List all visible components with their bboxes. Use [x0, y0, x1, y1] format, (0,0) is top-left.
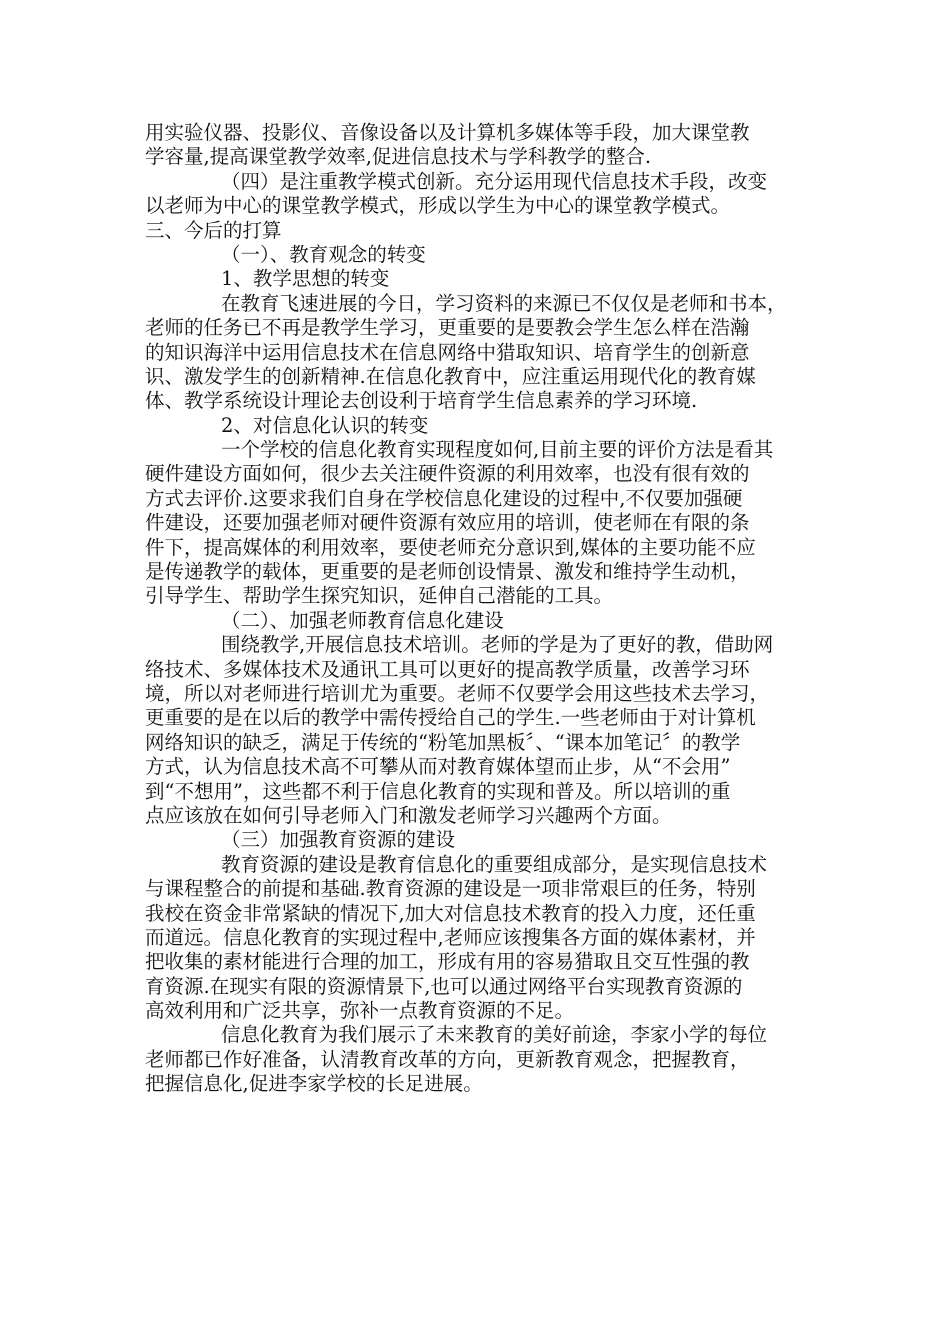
text-line: 把收集的素材能进行合理的加工，形成有用的容易猎取且交互性强的教: [145, 950, 750, 974]
text-line: 1、教学思想的转变: [221, 267, 390, 291]
text-line: （三）加强教育资源的建设: [221, 828, 456, 852]
text-line: 2、对信息化认识的转变: [221, 413, 429, 437]
text-line: 到“不想用”，这些都不利于信息化教育的实现和普及。所以培训的重: [145, 779, 731, 803]
text-line: 围绕教学,开展信息技术培训。老师的学是为了更好的教，借助网: [221, 633, 774, 657]
text-line: 高效利用和广泛共享，弥补一点教育资源的不足。: [145, 999, 575, 1023]
text-line: 方式去评价.这要求我们自身在学校信息化建设的过程中,不仅要加强硬: [145, 486, 743, 510]
text-line: （一）、教育观念的转变: [221, 242, 426, 266]
text-line: 在教育飞速进展的今日，学习资料的来源已不仅仅是老师和书本，: [221, 291, 787, 315]
text-line: 识、激发学生的创新精神.在信息化教育中，应注重运用现代化的教育媒: [145, 364, 756, 388]
text-line: 教育资源的建设是教育信息化的重要组成部分，是实现信息技术: [221, 852, 768, 876]
text-line: 网络知识的缺乏，满足于传统的“粉笔加黑板〞、“课本加笔记〞的教学: [145, 730, 741, 754]
text-line: 方式，认为信息技术高不可攀从而对教育媒体望而止步，从“不会用”: [145, 755, 731, 779]
text-line: 件下，提高媒体的利用效率，要使老师充分意识到,媒体的主要功能不应: [145, 535, 756, 559]
text-line: 以老师为中心的课堂教学模式，形成以学生为中心的课堂教学模式。: [145, 194, 731, 218]
text-line: 信息化教育为我们展示了未来教育的美好前途，李家小学的每位: [221, 1023, 768, 1047]
text-line: 把握信息化,促进李家学校的长足进展。: [145, 1072, 483, 1096]
text-line: 更重要的是在以后的教学中需传授给自己的学生.一些老师由于对计算机: [145, 706, 756, 730]
text-line: 育资源.在现实有限的资源情景下,也可以通过网络平台实现教育资源的: [145, 974, 743, 998]
text-line: 用实验仪器、投影仪、音像设备以及计算机多媒体等手段，加大课堂教: [145, 121, 750, 144]
text-line: （四）是注重教学模式创新。充分运用现代信息技术手段，改变: [221, 169, 768, 193]
text-line: 与课程整合的前提和基础.教育资源的建设是一项非常艰巨的任务，特别: [145, 877, 756, 901]
text-line: 我校在资金非常紧缺的情况下,加大对信息技术教育的投入力度，还任重: [145, 901, 756, 925]
text-line: 而道远。信息化教育的实现过程中,老师应该搜集各方面的媒体素材，并: [145, 925, 756, 949]
document-page: [145, 121, 865, 1097]
text-line: 是传递教学的载体，更重要的是老师创设情景、激发和维持学生动机，: [145, 560, 750, 584]
text-line: 络技术、多媒体技术及通讯工具可以更好的提高教学质量，改善学习环: [145, 657, 750, 681]
text-line: 学容量,提高课堂教学效率,促进信息技术与学科教学的整合.: [145, 145, 652, 169]
text-line: 一个学校的信息化教育实现程度如何,目前主要的评价方法是看其: [221, 438, 774, 462]
text-line: 三、今后的打算: [145, 218, 282, 242]
text-line: 硬件建设方面如何，很少去关注硬件资源的利用效率，也没有很有效的: [145, 462, 750, 486]
text-line: （二）、加强老师教育信息化建设: [221, 608, 504, 632]
text-line: 老师都已作好准备，认清教育改革的方向，更新教育观念，把握教育，: [145, 1047, 750, 1071]
text-line: 老师的任务已不再是教学生学习，更重要的是要教会学生怎么样在浩瀚: [145, 316, 750, 340]
text-line: 件建设，还要加强老师对硬件资源有效应用的培训，使老师在有限的条: [145, 511, 750, 535]
text-line: 点应该放在如何引导老师入门和激发老师学习兴趣两个方面。: [145, 803, 672, 827]
text-line: 的知识海洋中运用信息技术在信息网络中猎取知识、培育学生的创新意: [145, 340, 750, 364]
text-line: 引导学生、帮助学生探究知识，延伸自己潜能的工具。: [145, 584, 614, 608]
text-line: 体、教学系统设计理论去创设利于培育学生信息素养的学习环境.: [145, 389, 698, 413]
text-line: 境，所以对老师进行培训尤为重要。老师不仅要学会用这些技术去学习，: [145, 681, 770, 705]
